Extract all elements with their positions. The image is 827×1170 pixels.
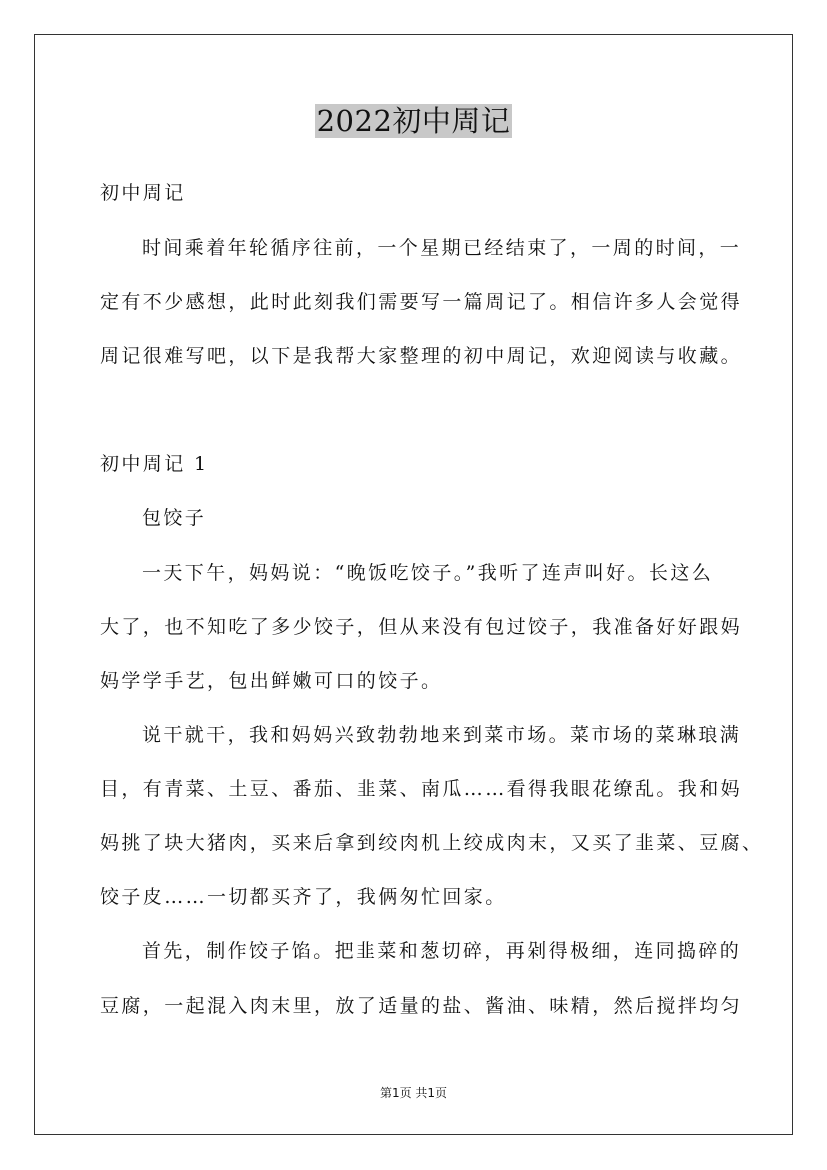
- document-title: 2022初中周记: [316, 104, 511, 138]
- document-title-wrap: [0, 102, 827, 140]
- body-line: 一天下午，妈妈说：“晚饭吃饺子。”我听了连声叫好。长这么: [142, 562, 714, 584]
- essay-title: 包饺子: [142, 507, 207, 529]
- body-line: 饺子皮……一切都买齐了，我俩匆忙回家。: [100, 886, 507, 908]
- body-line: 妈挑了块大猪肉，买来后拿到绞肉机上绞成肉末，又买了韭菜、豆腐、: [100, 832, 764, 854]
- body-line: 目，有青菜、土豆、番茄、韭菜、南瓜……看得我眼花缭乱。我和妈: [100, 778, 743, 800]
- intro-line-3: 周记很难写吧，以下是我帮大家整理的初中周记，欢迎阅读与收藏。: [100, 345, 743, 367]
- body-line: 大了，也不知吃了多少饺子，但从来没有包过饺子，我准备好好跟妈: [100, 616, 743, 638]
- body-line: 说干就干，我和妈妈兴致勃勃地来到菜市场。菜市场的菜琳琅满: [142, 724, 742, 746]
- subtitle: 初中周记: [100, 182, 186, 204]
- page-footer: 第1页 共1页: [379, 1086, 448, 1100]
- section-heading: 初中周记 1: [100, 453, 209, 475]
- body-line: 妈学学手艺，包出鲜嫩可口的饺子。: [100, 670, 443, 692]
- body-line: 豆腐，一起混入肉末里，放了适量的盐、酱油、味精，然后搅拌均匀: [100, 995, 743, 1017]
- intro-line-2: 定有不少感想，此时此刻我们需要写一篇周记了。相信许多人会觉得: [100, 291, 743, 313]
- intro-line-1: 时间乘着年轮循序往前，一个星期已经结束了，一周的时间，一: [142, 237, 742, 259]
- body-line: 首先，制作饺子馅。把韭菜和葱切碎，再剁得极细，连同捣碎的: [142, 940, 742, 962]
